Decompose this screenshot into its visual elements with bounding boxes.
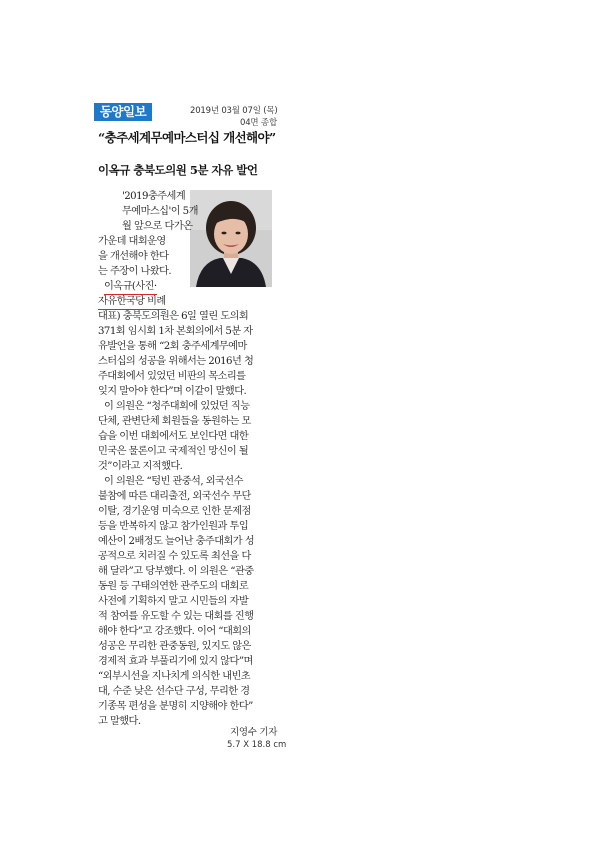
body-line: 스터십의 성공을 위해서는 2016년 청 — [98, 356, 254, 367]
publication-date: 2019년 03월 07일 (목) — [190, 106, 278, 116]
body-line: 주대회에서 있었던 비판의 목소리를 — [98, 371, 246, 382]
body-line: 적 참여를 유도할 수 있는 대회를 진행 — [98, 611, 254, 622]
body-line: '2019충주세계 — [122, 191, 186, 202]
body-line: 해야 한다”고 강조했다. 이어 “대회의 — [98, 626, 251, 637]
body-line-highlighted: 이옥규(사진· — [104, 280, 157, 295]
page-section: 04면 종합 — [240, 118, 277, 128]
body-line: 민국은 물론이고 국제적인 망신이 될 — [98, 446, 249, 457]
portrait-photo — [190, 190, 272, 287]
body-line: 이 의원은 “청주대회에 있었던 직능 — [104, 401, 250, 412]
body-line: 기종목 편성을 분명히 지양해야 한다” — [98, 701, 253, 712]
body-line: 등을 반복하지 않고 참가인원과 투입 — [98, 521, 249, 532]
body-line: 월 앞으로 다가온 — [122, 221, 193, 232]
article-headline: “충주세계무예마스터십 개선해야” — [98, 130, 276, 145]
body-line: 이 의원은 “텅빈 관중석, 외국선수 — [104, 476, 243, 487]
body-line: 는 주장이 나왔다. — [98, 266, 172, 277]
body-line-highlighted: 자유한국당 비례 — [98, 295, 166, 310]
body-line: 371회 임시회 1차 본회의에서 5분 자 — [98, 326, 253, 337]
body-line: 단체, 관변단체 회원들을 동원하는 모 — [98, 416, 251, 427]
article-subhead: 이옥규 충북도의원 5분 자유 발언 — [98, 163, 258, 177]
portrait-illustration — [190, 190, 272, 287]
body-line: 유발언을 통해 “2회 충주세계무예마 — [98, 341, 247, 352]
body-line: 을 개선해야 한다 — [98, 251, 169, 262]
body-line: 대표) 충북도의원은 6일 열린 도의회 — [98, 311, 249, 322]
body-line: 성공은 무리한 관중동원, 있지도 않은 — [98, 641, 251, 652]
body-line: 예산이 2배정도 늘어난 충주대회가 성 — [98, 536, 255, 547]
body-line: 대, 수준 낮은 선수단 구성, 무리한 경 — [98, 686, 250, 697]
body-line: 습을 이번 대회에서도 보인다면 대한 — [98, 431, 249, 442]
clipping-size: 5.7 X 18.8 cm — [227, 740, 287, 750]
body-line: 것”이라고 지적했다. — [98, 461, 183, 472]
body-line: 사전에 기획하지 말고 시민들의 자발 — [98, 596, 249, 607]
body-line: 고 말했다. — [98, 716, 141, 727]
body-line: “외부시선을 지나치게 의식한 내빈초 — [98, 671, 251, 682]
reporter-byline: 지영수 기자 — [230, 727, 278, 738]
body-line: 해 달라”고 당부했다. 이 의원은 “관중 — [98, 566, 254, 577]
body-line: 경제적 효과 부풀리기에 있지 않다”며 — [98, 656, 253, 667]
body-line: 잊지 말아야 한다”며 이같이 말했다. — [98, 386, 247, 397]
body-line: 이탈, 경기운영 미숙으로 인한 문제점 — [98, 506, 251, 517]
newspaper-logo: 동양일보 — [94, 103, 152, 121]
body-line: 가운데 대회운영 — [98, 236, 166, 247]
body-line: 무예마스십'이 5개 — [122, 206, 198, 217]
body-line: 공적으로 치러질 수 있도록 최선을 다 — [98, 551, 251, 562]
body-line: 동원 등 구태의연한 관주도의 대회로 — [98, 581, 249, 592]
body-line: 불참에 따른 대리출전, 외국선수 무단 — [98, 491, 251, 502]
